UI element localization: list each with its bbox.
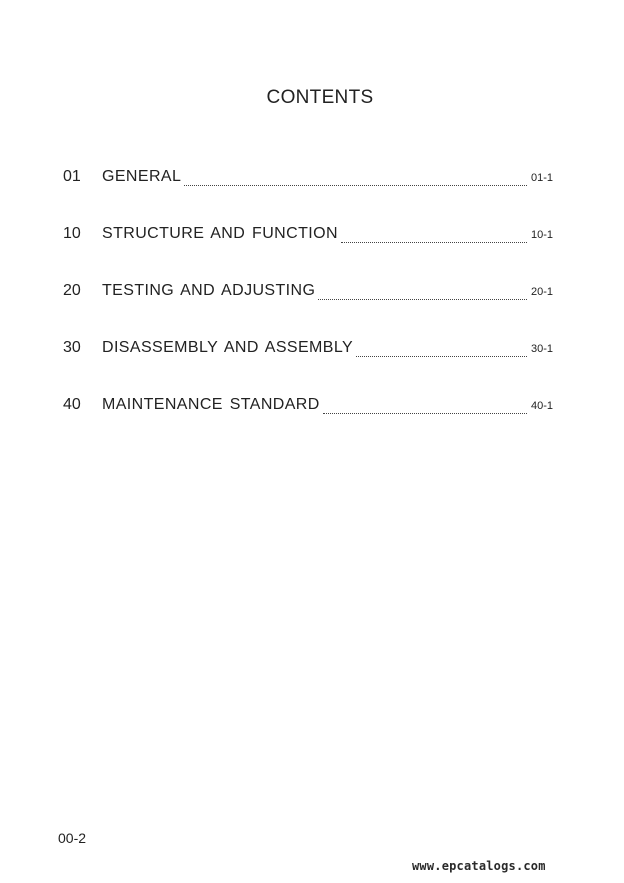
toc-page-reference: 01-1 (531, 172, 554, 184)
toc-page-reference: 40-1 (531, 400, 554, 412)
toc-entry-testing-and-adjusting[interactable] (63, 282, 563, 304)
toc-section-title: STRUCTURE AND FUNCTION (102, 225, 338, 242)
toc-entry-disassembly-and-assembly[interactable] (63, 339, 563, 361)
toc-section-title: MAINTENANCE STANDARD (102, 396, 320, 413)
toc-section-number: 30 (63, 339, 81, 356)
toc-section-number: 10 (63, 225, 81, 242)
toc-entry-structure-and-function[interactable] (63, 225, 563, 247)
toc-page-reference: 30-1 (531, 343, 554, 355)
toc-section-number: 01 (63, 168, 81, 185)
page-number: 00-2 (58, 830, 87, 846)
toc-section-number: 20 (63, 282, 81, 299)
toc-page-reference: 20-1 (531, 286, 554, 298)
dot-leader (341, 242, 527, 243)
toc-entry-general[interactable] (63, 168, 563, 190)
dot-leader (323, 413, 527, 414)
toc-page-reference: 10-1 (531, 229, 554, 241)
toc-section-title: TESTING AND ADJUSTING (102, 282, 316, 299)
toc-section-number: 40 (63, 396, 81, 413)
page-title: CONTENTS (266, 87, 374, 108)
watermark-url[interactable]: www.epcatalogs.com (412, 859, 546, 873)
dot-leader (184, 185, 527, 186)
dot-leader (318, 299, 527, 300)
dot-leader (356, 356, 527, 357)
toc-entry-maintenance-standard[interactable] (63, 396, 563, 418)
toc-section-title: GENERAL (102, 168, 182, 185)
toc-section-title: DISASSEMBLY AND ASSEMBLY (102, 339, 354, 356)
